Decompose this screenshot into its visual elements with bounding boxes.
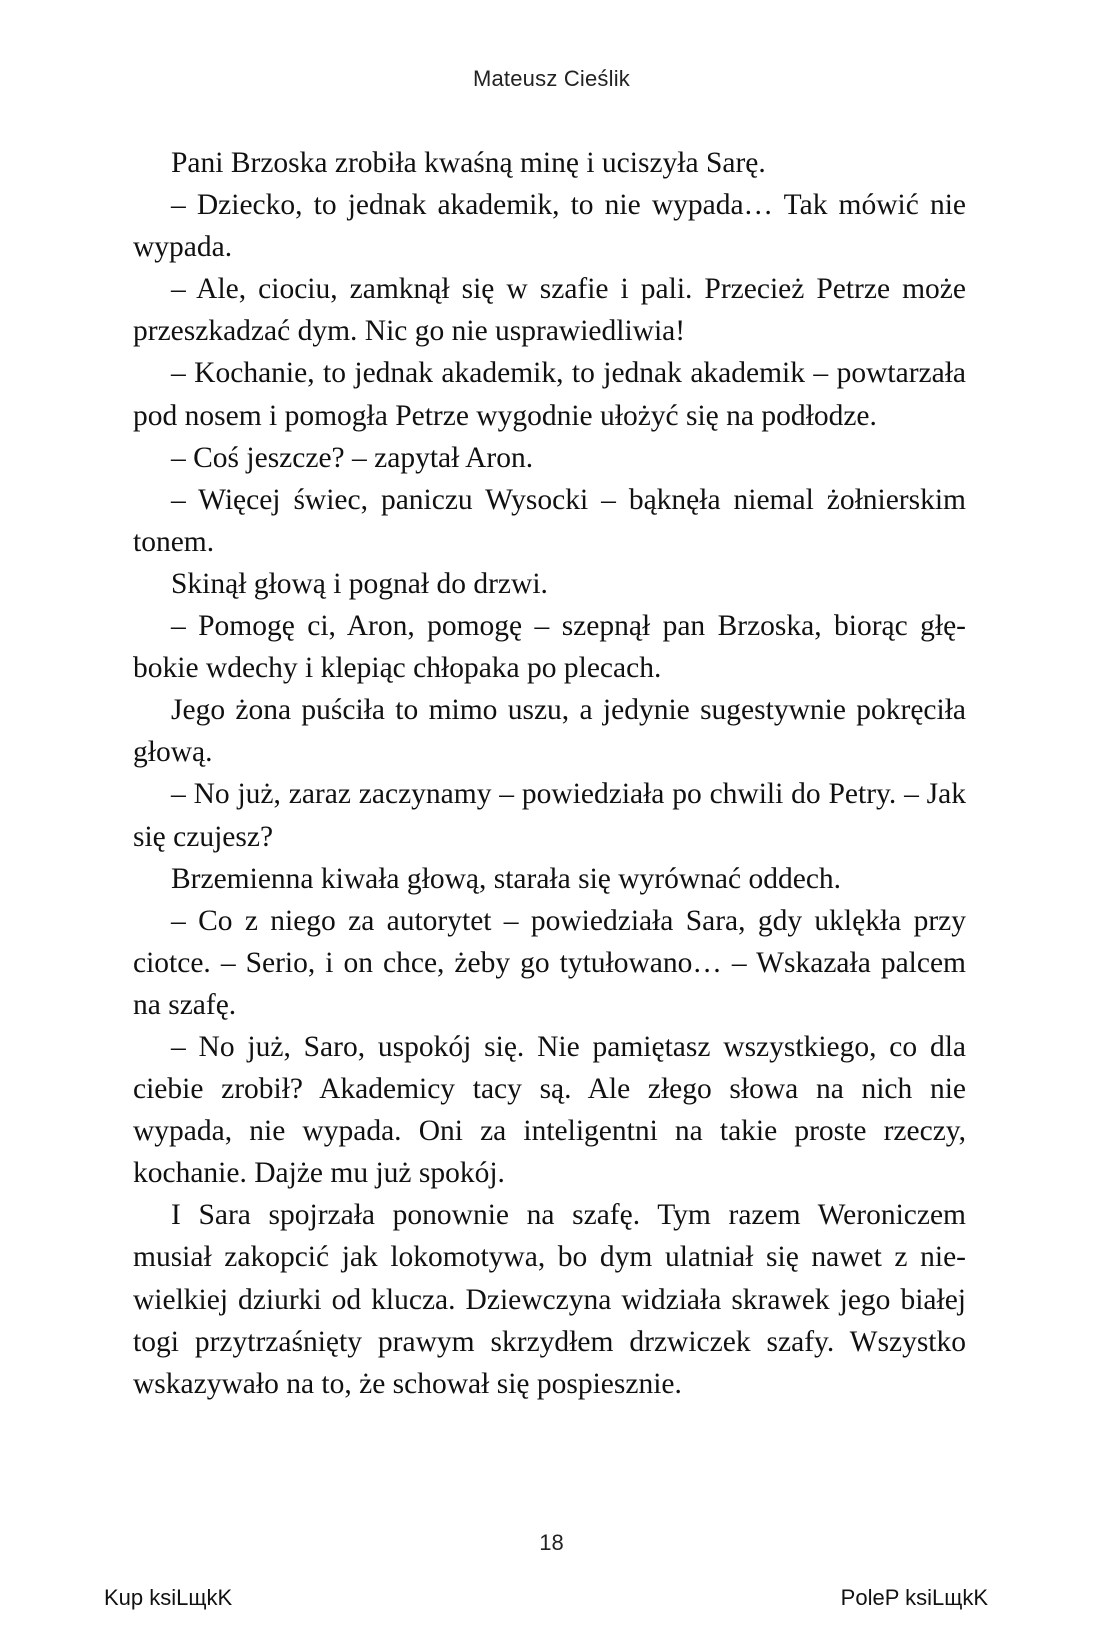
- paragraph: – Kochanie, to jednak akademik, to jednak akademik – powtarzała pod nosem i pomogła Petrze wygodnie ułożyć się na podłodze.: [133, 357, 966, 432]
- running-header-author: Mateusz Cieślik: [472, 66, 631, 91]
- paragraph: – Więcej świec, paniczu Wysocki – bąknęła niemal żołnierskim tonem.: [133, 483, 966, 558]
- body-text: [133, 142, 966, 1405]
- rate-book-link[interactable]: PoleP ksiLщkK: [840, 1585, 988, 1610]
- paragraph: Brzemienna kiwała głową, starała się wyrównać oddech.: [171, 862, 842, 895]
- paragraph: – No już, zaraz zaczynamy – powiedziała po chwili do Petry. – Jak się czujesz?: [133, 778, 966, 853]
- buy-book-link[interactable]: Kup ksiLщkK: [104, 1585, 233, 1610]
- paragraph: I Sara spojrzała ponownie na szafę. Tym razem Weroniczem musiał zakopcić jak lokomotywa, bo dym ulatniał się nawet z niewielkiej dziurki od klucza. Dziewczyna widziała skrawek jego białej togi przytrzaśnięty prawym skrzydłem drzwiczek szafy. Wszystko wskazywało na to, że schował się pospiesznie.: [133, 1199, 966, 1400]
- paragraph: – Dziecko, to jednak akademik, to nie wypada… Tak mówić nie wypada.: [133, 189, 966, 264]
- paragraph: – Ale, ciociu, zamknął się w szafie i pali. Przecież Petrze może przeszkadzać dym. Nic go nie usprawiedliwia!: [133, 273, 966, 348]
- page-number: 18: [539, 1530, 564, 1555]
- paragraph: – No już, Saro, uspokój się. Nie pamiętasz wszystkiego, co dla ciebie zrobił? Akademicy tacy są. Ale złego słowa na nich nie wypada, nie wypada. Oni za inteligentni na takie proste rzeczy, kochanie. Dajże mu już spokój.: [133, 1030, 966, 1190]
- paragraph: – Pomogę ci, Aron, pomogę – szepnął pan Brzoska, biorąc głębokie wdechy i klepiąc chłopaka po plecach.: [133, 610, 966, 685]
- paragraph: Pani Brzoska zrobiła kwaśną minę i uciszyła Sarę.: [171, 147, 766, 179]
- paragraph: – Coś jeszcze? – zapytał Aron.: [171, 441, 534, 474]
- paragraph: Skinął głową i pognał do drzwi.: [171, 567, 548, 600]
- paragraph: Jego żona puściła to mimo uszu, a jedynie sugestywnie pokręciła głową.: [133, 694, 966, 769]
- paragraph: – Co z niego za autorytet – powiedziała Sara, gdy uklękła przy ciotce. – Serio, i on chce, żeby go tytułowano… – Wskazała palcem na szafę.: [133, 904, 966, 1021]
